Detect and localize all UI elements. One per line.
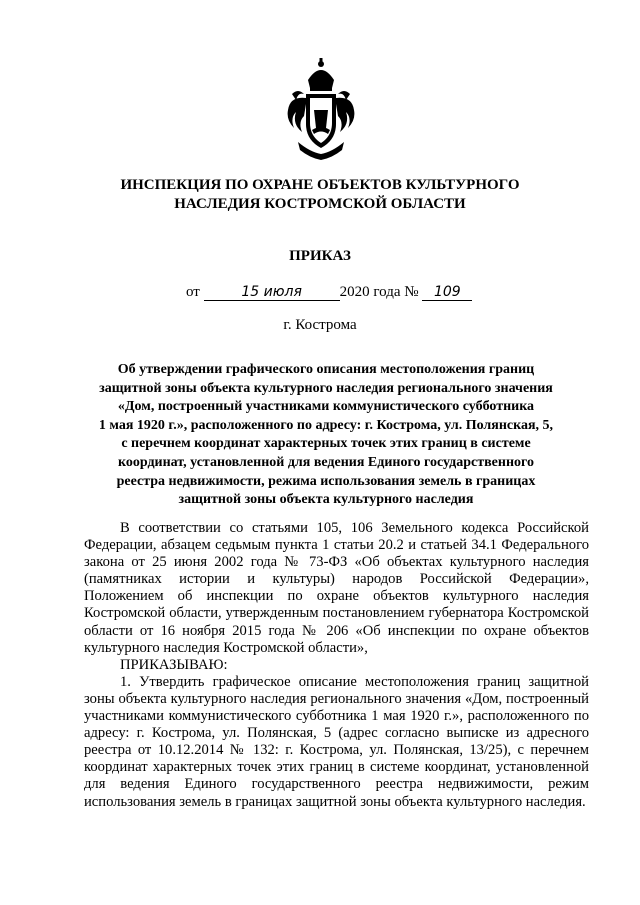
subject-line: 1 мая 1920 г.», расположенного по адресу: г. Кострома, ул. Полянская, 5, — [98, 417, 554, 433]
subject-line: защитной зоны объекта культурного наследия регионального значения — [99, 380, 553, 396]
subject-line: «Дом, построенный участниками коммунистического субботника — [117, 399, 535, 415]
document-type: ПРИКАЗ — [289, 248, 351, 264]
order-word: ПРИКАЗЫВАЮ: — [120, 656, 228, 673]
subject-line: координат, установленной для ведения Единого государственного — [117, 454, 535, 470]
org-name-line1: ИНСПЕКЦИЯ ПО ОХРАНЕ ОБЪЕКТОВ КУЛЬТУРНОГО — [120, 177, 520, 193]
date-number-line — [186, 284, 472, 301]
coat-of-arms-icon — [284, 58, 358, 162]
subject-line: Об утверждении графического описания местоположения границ — [117, 362, 535, 377]
city: г. Кострома — [283, 317, 357, 333]
subject-line: с перечнем координат характерных точек этих границ в системе — [121, 436, 531, 452]
date-prefix: от — [186, 284, 200, 300]
document-subject — [96, 361, 556, 510]
organization-name — [60, 176, 580, 214]
org-name-line2: НАСЛЕДИЯ КОСТРОМСКОЙ ОБЛАСТИ — [174, 196, 466, 212]
subject-line: реестра недвижимости, режима использования земель в границах — [116, 473, 536, 489]
subject-line: защитной зоны объекта культурного наследия — [178, 492, 474, 508]
handwritten-date: 15 июля — [204, 284, 340, 301]
document-body — [84, 520, 589, 811]
year-number-label: 2020 года № — [339, 284, 419, 300]
preamble-paragraph: В соответствии со статьями 105, 106 Земельного кодекса Российской Федерации, абзацем седьмым пункта 1 статьи 20.2 и статьей 34.1 Федерального закона от 25 июня 2002 года № 73-ФЗ «Об объектах культурного наследия (памятниках истории и культуры) народов Российской Федерации», Положением об инспекции по охране объектов культурного наследия Костромской области, утвержденным постановлением губернатора Костромской области от 16 ноября 2015 года № 206 «Об инспекции по охране объектов культурного наследия Костромской области», — [84, 520, 589, 656]
clause-1-paragraph: 1. Утвердить графическое описание местоположения границ защитной зоны объекта культурного наследия регионального значения «Дом, построенный участниками коммунистического субботника 1 мая 1920 г.», расположенного по адресу: г. Кострома, ул. Полянская, 5 (адрес согласно выписке из адресного реестра от 10.12.2014 № 132: г. Кострома, ул. Полянская, 13/25), с перечнем координат характерных точек этих границ в системе координат, установленной для ведения Единого государственного реестра недвижимости, режим использования земель в границах защитной зоны объекта культурного наследия. — [84, 673, 589, 810]
handwritten-number: 109 — [422, 284, 472, 301]
